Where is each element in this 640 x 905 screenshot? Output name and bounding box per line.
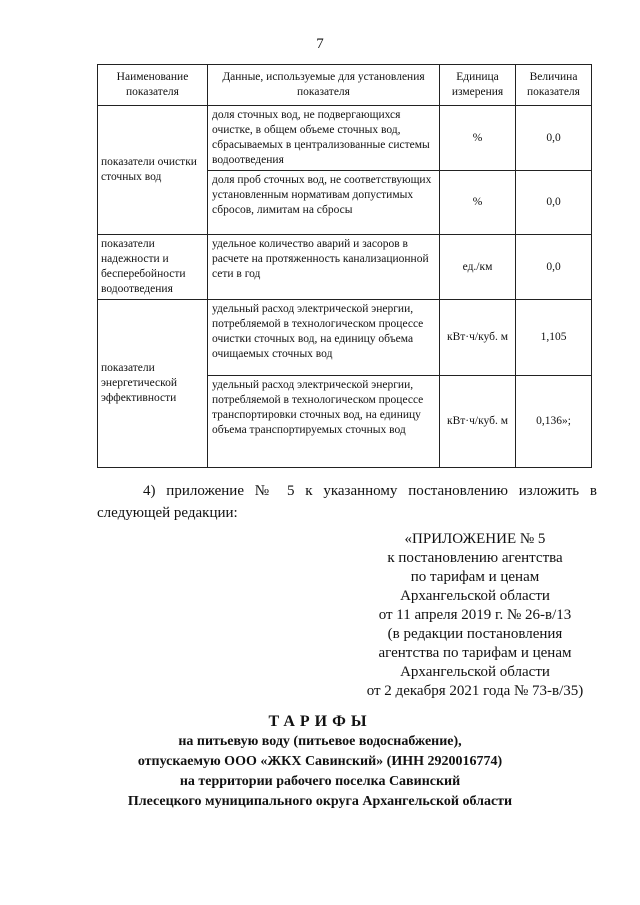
heading-line: на территории рабочего поселка Савинский (179, 774, 461, 789)
header-unit: Единица измерения (440, 65, 516, 106)
category-cell: показатели очистки сточных вод (98, 106, 208, 235)
value-cell: 0,0 (516, 171, 592, 235)
appendix-line: Архангельской области (400, 588, 550, 604)
header-indicator-name: Наименование показателя (98, 65, 208, 106)
appendix-line: от 2 декабря 2021 года № 73-в/35) (366, 683, 584, 699)
appendix-line: «ПРИЛОЖЕНИЕ № 5 (404, 531, 546, 547)
unit-cell: ед./км (440, 235, 516, 300)
heading-title: ТАРИФЫ (268, 713, 372, 730)
value-cell: 0,0 (516, 235, 592, 300)
appendix-line: Архангельской области (400, 664, 550, 680)
unit-cell: кВт·ч/куб. м (440, 376, 516, 468)
appendix-line: по тарифам и ценам (410, 569, 540, 585)
table-row (98, 300, 592, 376)
appendix-line: агентства по тарифам и ценам (378, 645, 572, 661)
header-value: Величина показателя (516, 65, 592, 106)
value-cell: 1,105 (516, 300, 592, 376)
heading-line: на питьевую воду (питьевое водоснабжение), (178, 734, 462, 749)
value-cell: 0,136»; (516, 376, 592, 468)
table-row (98, 106, 592, 171)
data-cell: удельный расход электрической энергии, потребляемой в технологическом процессе очистки сточных вод, на единицу объема очищаемых сточных вод (208, 300, 440, 376)
unit-cell: кВт·ч/куб. м (440, 300, 516, 376)
appendix-line: к постановлению агентства (387, 550, 563, 566)
data-cell: удельный расход электрической энергии, потребляемой в технологическом процессе транспортировки сточных вод, на единицу объема транспортируемых сточных вод (208, 376, 440, 468)
unit-cell: % (440, 106, 516, 171)
header-data-used: Данные, используемые для установления показателя (208, 65, 440, 106)
data-cell: доля сточных вод, не подвергающихся очистке, в общем объеме сточных вод, сбрасываемых в централизованные системы водоотведения (208, 106, 440, 171)
data-cell: доля проб сточных вод, не соответствующих установленным нормативам допустимых сбросов, лимитам на сбросы (208, 171, 440, 235)
category-cell: показатели надежности и бесперебойности водоотведения (98, 235, 208, 300)
heading-line: отпускаемую ООО «ЖКХ Савинский» (ИНН 2920016774) (137, 754, 503, 769)
category-cell: показатели энергетической эффективности (98, 300, 208, 468)
page-number: 7 (316, 36, 324, 52)
indicators-table (97, 64, 592, 468)
table-header-row (98, 65, 592, 106)
appendix-line: от 11 апреля 2019 г. № 26-в/13 (378, 607, 572, 623)
heading-line: Плесецкого муниципального округа Архангельской области (127, 794, 513, 809)
tariffs-heading (0, 712, 640, 812)
appendix-line: (в редакции постановления (387, 626, 563, 642)
table-row (98, 235, 592, 300)
unit-cell: % (440, 171, 516, 235)
appendix-block (330, 530, 620, 701)
data-cell: удельное количество аварий и засоров в расчете на протяженность канализационной сети в год (208, 235, 440, 300)
value-cell: 0,0 (516, 106, 592, 171)
amendment-paragraph: 4) приложение № 5 к указанному постановлению изложить в следующей редакции: (97, 483, 597, 521)
